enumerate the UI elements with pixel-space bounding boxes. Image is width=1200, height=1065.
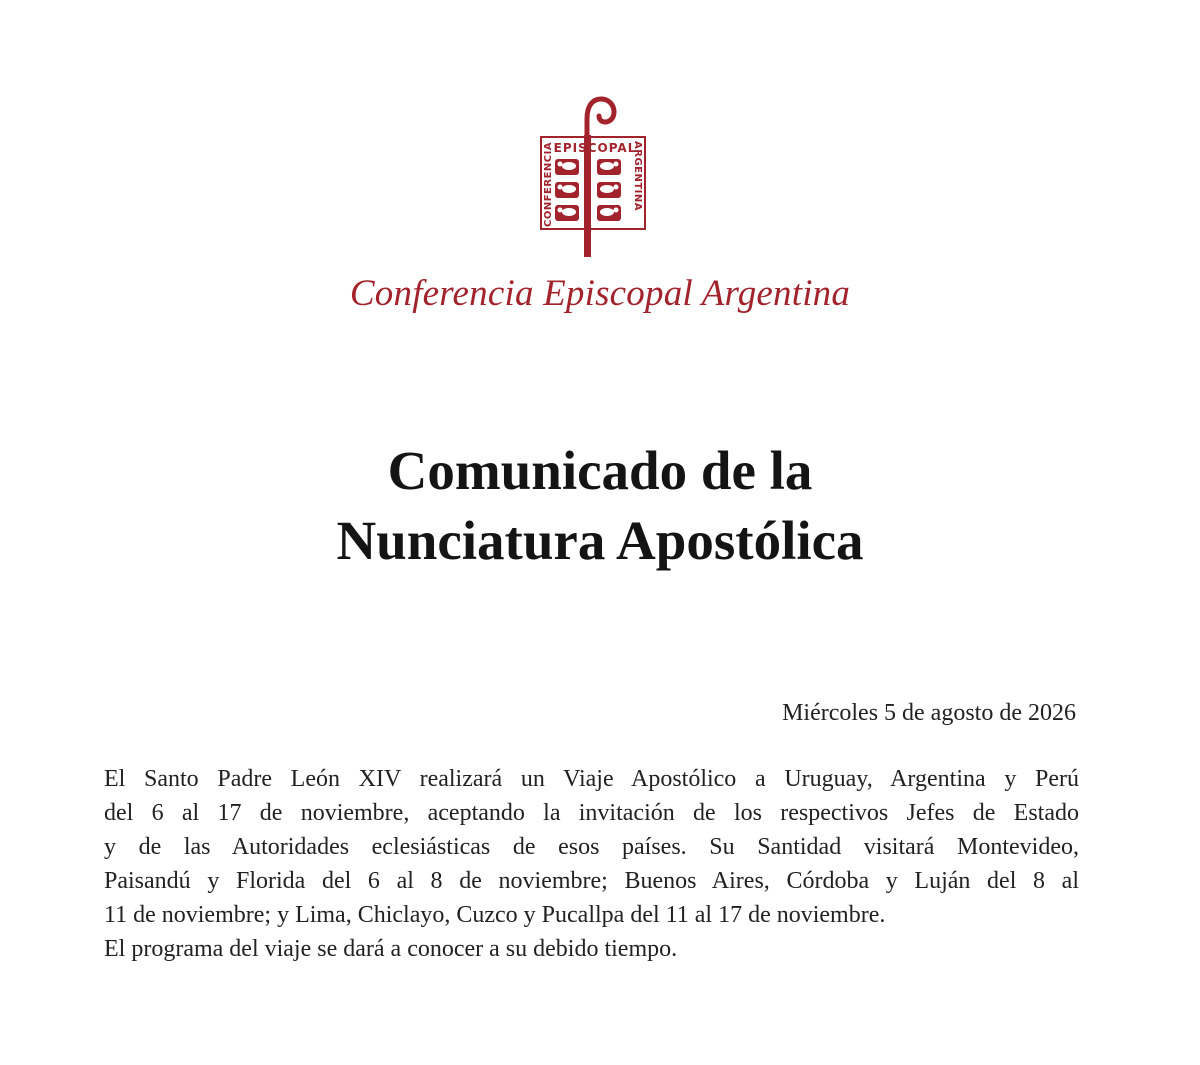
body-line: del 6 al 17 de noviembre, aceptando la invitación de los respectivos Jefes de Estado xyxy=(104,800,1079,826)
body-line: El programa del viaje se dará a conocer a su debido tiempo. xyxy=(104,936,678,962)
organization-name: Conferencia Episcopal Argentina xyxy=(349,273,851,314)
logo-text-right: ARGENTINA xyxy=(632,141,643,211)
document-title-line-2: Nunciatura Apostólica xyxy=(336,510,864,571)
body-line: y de las Autoridades eclesiásticas de esos países. Su Santidad visitará Montevideo, xyxy=(104,834,1079,860)
body-line: 11 de noviembre; y Lima, Chiclayo, Cuzco y Pucallpa del 11 al 17 de noviembre. xyxy=(104,902,886,928)
document-date: Miércoles 5 de agosto de 2026 xyxy=(782,700,1076,726)
document-title-line-1: Comunicado de la xyxy=(387,440,813,501)
logo-text-left: CONFERENCIA xyxy=(543,141,554,227)
document-title xyxy=(0,436,1200,576)
logo-text-top: EPISCOPAL xyxy=(553,141,637,155)
crozier-and-lambs-emblem-icon xyxy=(531,95,659,263)
body-line: El Santo Padre León XIV realizará un Viaje Apostólico a Uruguay, Argentina y Perú xyxy=(104,766,1079,792)
document-body xyxy=(104,762,1079,966)
body-line: Paisandú y Florida del 6 al 8 de noviembre; Buenos Aires, Córdoba y Luján del 8 al xyxy=(104,868,1079,894)
